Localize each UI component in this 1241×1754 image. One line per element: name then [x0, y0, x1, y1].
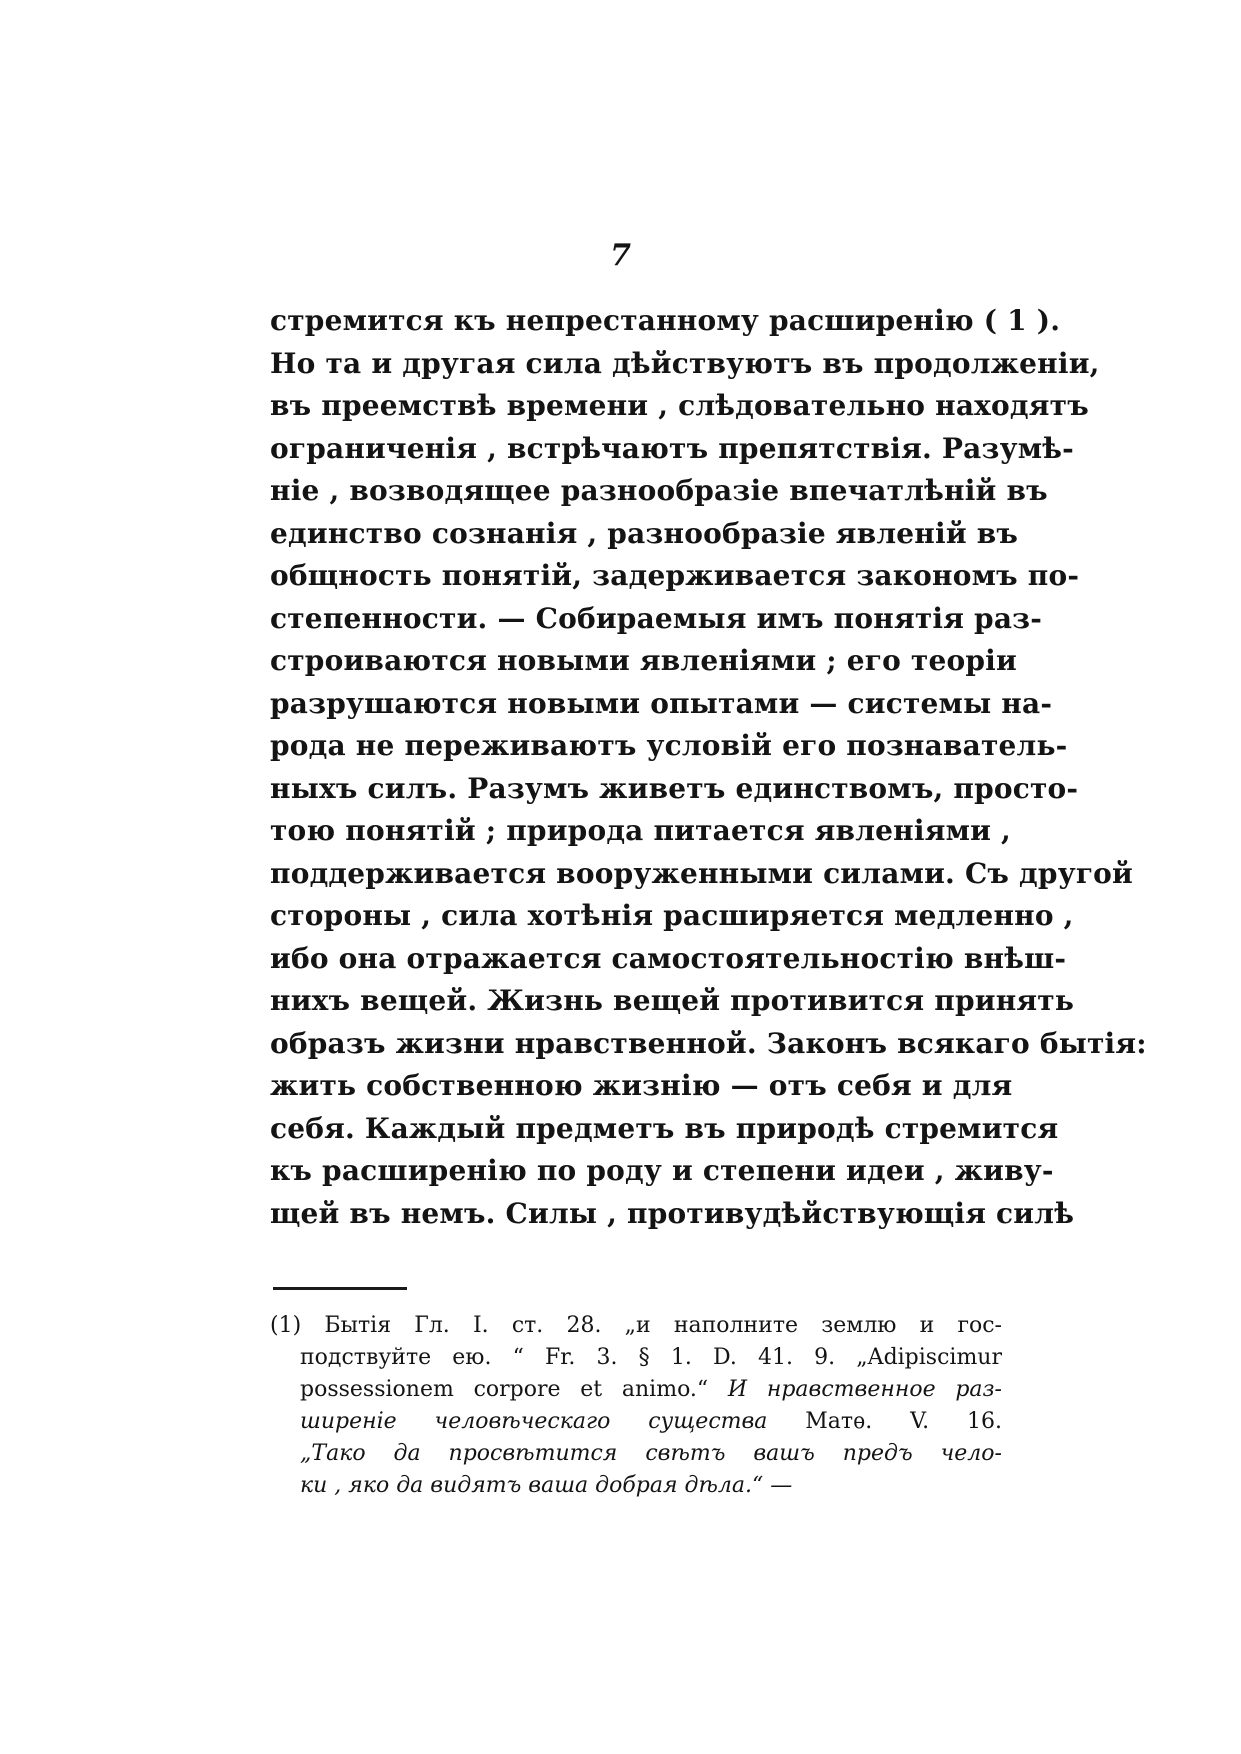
text-line: нихъ вещей. Жизнь вещей противится принять: [270, 984, 1075, 1017]
text-line: себя. Каждый предметъ въ природѣ стремится: [270, 1111, 1059, 1145]
footnote-divider: [273, 1287, 407, 1290]
text-line: поддерживается вооруженными силами. Съ другой: [270, 856, 1134, 890]
text-line: щей въ немъ. Силы , противудѣйствующія силѣ: [270, 1196, 1075, 1230]
footnote-reference: Матѳ. V. 16.: [805, 1409, 1002, 1434]
text-line: тою понятій ; природа питается явленіями ,: [270, 814, 1011, 847]
footnote-line: [270, 1406, 1002, 1438]
footnote-line: (1) Бытія Гл. I. ст. 28. „и наполните землю и гос-: [270, 1313, 1002, 1338]
text-line: жить собственною жизнію — отъ себя и для: [270, 1069, 1013, 1102]
footnote-line: ки , яко да видятъ ваша добрая дѣла.“ —: [300, 1473, 793, 1498]
footnote-line: „Тако да просвѣтится свѣтъ вашъ предъ чело-: [300, 1441, 1002, 1466]
footnote-latin-quote: possessionem corpore et animo.“: [300, 1377, 709, 1402]
text-line: строиваются новыми явленіями ; его теоріи: [270, 644, 1017, 677]
text-line: рода не переживаютъ условій его познаватель-: [270, 729, 1068, 762]
text-line: ныхъ силъ. Разумъ живетъ единствомъ, просто-: [270, 771, 1079, 805]
text-line: образъ жизни нравственной. Законъ всякаго бытія:: [270, 1026, 1147, 1060]
text-line: къ расширенію по роду и степени идеи , живу-: [270, 1154, 1054, 1187]
text-line: стремится къ непрестанному расширенію ( 1 ).: [270, 304, 1061, 337]
page-number: 7: [610, 238, 631, 273]
footnote-line: [270, 1374, 1002, 1406]
footnote-line: подствуйте ею. “ Fr. 3. § 1. D. 41. 9. „Adipiscimur: [300, 1345, 1002, 1370]
text-line: ограниченія , встрѣчаютъ препятствія. Разумѣ-: [270, 431, 1074, 465]
text-line: ніе , возводящее разнообразіе впечатлѣній въ: [270, 474, 1048, 507]
footnote-italic-text: ширеніе человѣческаго существа: [300, 1409, 768, 1434]
text-line: въ преемствѣ времени , слѣдовательно находятъ: [270, 389, 1089, 422]
text-line: ибо она отражается самостоятельностію внѣш-: [270, 941, 1067, 975]
text-line: стороны , сила хотѣнія расширяется медленно ,: [270, 899, 1074, 932]
text-line: единство сознанія , разнообразіе явленій въ: [270, 516, 1019, 550]
text-line: разрушаются новыми опытами — системы на-: [270, 686, 1053, 720]
footnote: [270, 1310, 1002, 1502]
text-line: общность понятій, задерживается закономъ по-: [270, 559, 1080, 592]
text-line: степенности. — Собираемыя имъ понятія раз-: [270, 601, 1043, 635]
body-text: [270, 300, 1147, 1235]
footnote-italic-text: И нравственное раз-: [727, 1377, 1002, 1402]
text-line: Но та и другая сила дѣйствуютъ въ продолженіи,: [270, 346, 1100, 380]
